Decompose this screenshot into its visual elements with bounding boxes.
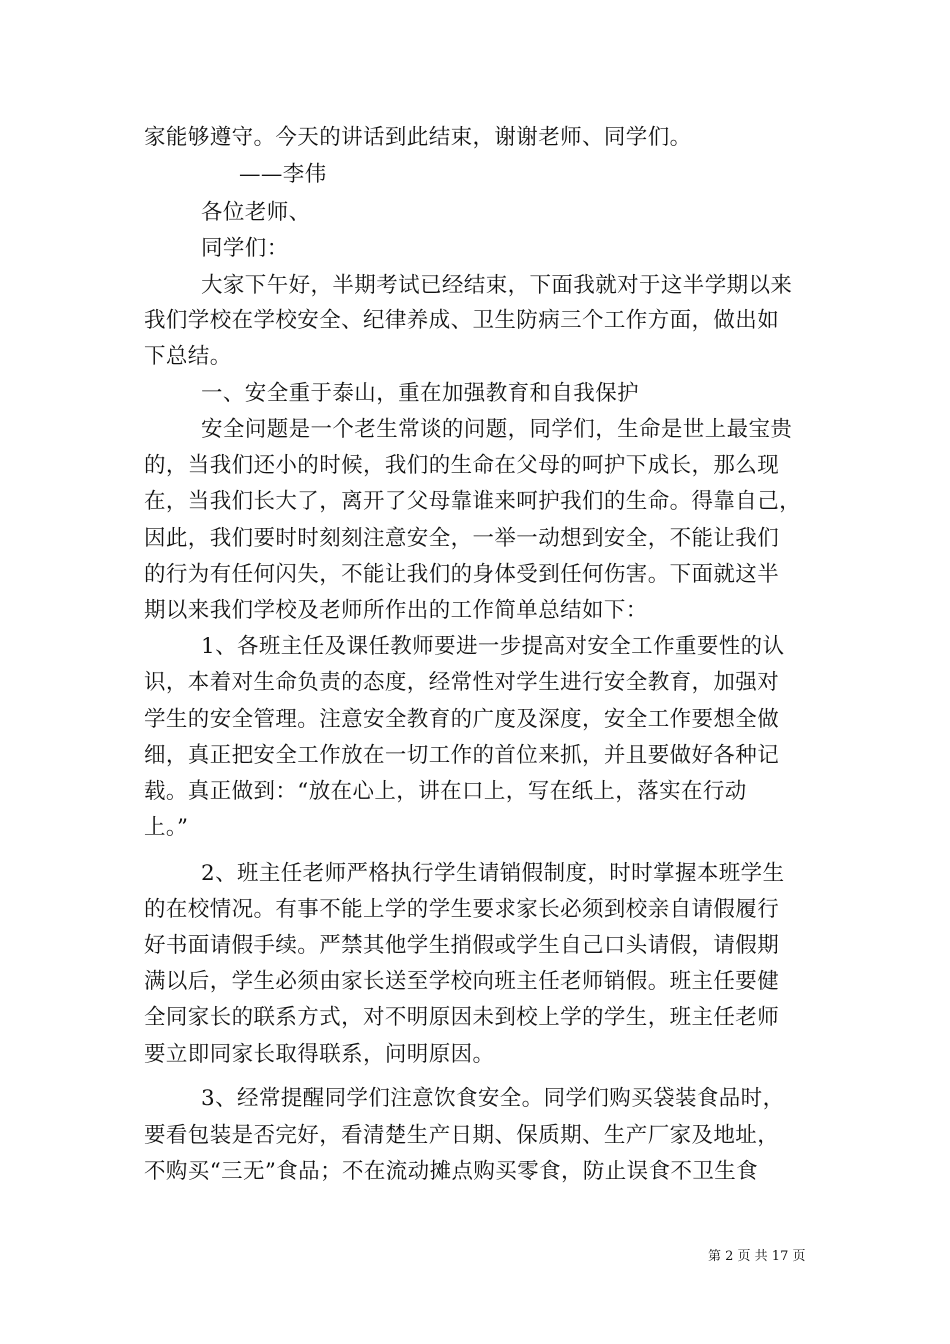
list-item-line: 1、各班主任及课任教师要进一步提高对安全工作重要性的认 — [201, 634, 785, 659]
salutation-line: 各位老师、 — [201, 200, 311, 225]
paragraph-line: 因此，我们要时时刻刻注意安全，一举一动想到安全，不能让我们 — [144, 526, 780, 551]
paragraph-line: 满以后，学生必须由家长送至学校向班主任老师销假。班主任要健 — [144, 969, 780, 994]
paragraph-line: 学生的安全管理。注意安全教育的广度及深度，安全工作要想全做 — [144, 707, 780, 732]
paragraph-line: 期以来我们学校及老师所作出的工作简单总结如下： — [144, 598, 648, 623]
paragraph-line: 的在校情况。有事不能上学的学生要求家长必须到校亲自请假履行 — [144, 897, 780, 922]
paragraph-line: 全同家长的联系方式，对不明原因未到校上学的学生，班主任老师 — [144, 1005, 780, 1030]
paragraph-line: 上。” — [144, 815, 189, 840]
paragraph-line: 大家下午好，半期考试已经结束，下面我就对于这半学期以来 — [201, 273, 793, 298]
signature-line: ——李伟 — [239, 162, 327, 187]
paragraph-line: 的，当我们还小的时候，我们的生命在父母的呵护下成长，那么现 — [144, 453, 780, 478]
paragraph-line: 不购买“三无”食品；不在流动摊点购买零食，防止误食不卫生食 — [144, 1159, 759, 1184]
paragraph-line: 要看包装是否完好，看清楚生产日期、保质期、生产厂家及地址， — [144, 1123, 780, 1148]
salutation-line: 同学们： — [201, 236, 289, 261]
paragraph-line: 好书面请假手续。严禁其他学生捎假或学生自己口头请假，请假期 — [144, 933, 780, 958]
list-item-line: 3、经常提醒同学们注意饮食安全。同学们购买袋装食品时， — [201, 1086, 785, 1111]
paragraph-line: 下总结。 — [144, 344, 232, 369]
paragraph-line: 家能够遵守。今天的讲话到此结束，谢谢老师、同学们。 — [144, 125, 692, 150]
section-heading: 一、安全重于泰山，重在加强教育和自我保护 — [201, 381, 640, 406]
paragraph-line: 要立即同家长取得联系，问明原因。 — [144, 1042, 495, 1067]
paragraph-line: 识，本着对生命负责的态度，经常性对学生进行安全教育，加强对 — [144, 670, 780, 695]
paragraph-line: 在，当我们长大了，离开了父母靠谁来呵护我们的生命。得靠自己， — [144, 489, 802, 514]
paragraph-line: 的行为有任何闪失，不能让我们的身体受到任何伤害。下面就这半 — [144, 562, 780, 587]
paragraph-line: 细，真正把安全工作放在一切工作的首位来抓，并且要做好各种记 — [144, 743, 780, 768]
paragraph-line: 载。真正做到：“放在心上，讲在口上，写在纸上，落实在行动 — [144, 779, 747, 804]
page-number: 第 2 页 共 17 页 — [708, 1249, 806, 1264]
paragraph-line: 安全问题是一个老生常谈的问题，同学们，生命是世上最宝贵 — [201, 417, 793, 442]
list-item-line: 2、班主任老师严格执行学生请销假制度，时时掌握本班学生 — [201, 861, 785, 886]
paragraph-line: 我们学校在学校安全、纪律养成、卫生防病三个工作方面，做出如 — [144, 308, 780, 333]
